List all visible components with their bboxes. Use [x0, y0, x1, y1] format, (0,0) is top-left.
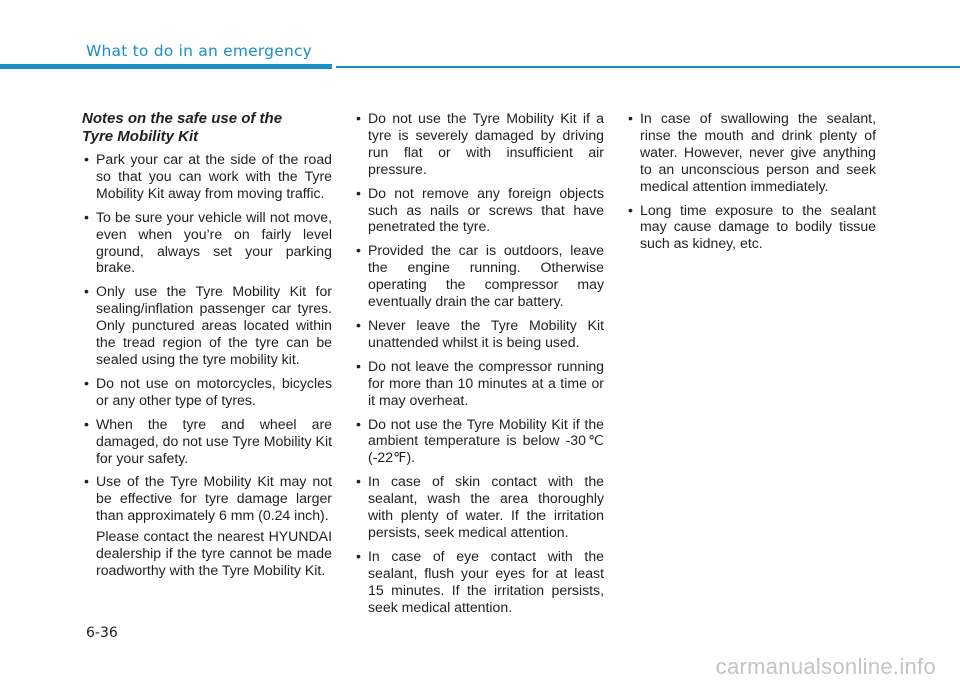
dealership-note: Please contact the nearest HYUNDAI dealership if the tyre cannot be made roadworthy with the Tyre Mobility Kit. [96, 528, 332, 578]
column-3 [626, 110, 876, 259]
list-item: • In case of swallowing the sealant, rinse the mouth and drink plenty of water. However, never give anything to an unconscious person and seek medical attention immediately. [626, 110, 876, 195]
list-item: • Park your car at the side of the road so that you can work with the Tyre Mobility Kit away from moving traffic. [82, 151, 332, 202]
list-item: • Use of the Tyre Mobility Kit may not be effective for tyre damage larger than approximately 6 mm (0.24 inch). [82, 473, 332, 524]
bullet-list-column-3 [626, 110, 876, 252]
list-item: • In case of eye contact with the sealant, flush your eyes for at least 15 minutes. If the irritation persists, seek medical attention. [354, 548, 604, 616]
header-rule-thin [336, 66, 960, 68]
list-item: • Do not use on motorcycles, bicycles or any other type of tyres. [82, 375, 332, 409]
column-2 [354, 110, 604, 622]
bullet-list-column-2 [354, 110, 604, 615]
bullet-list-column-1 [82, 151, 332, 524]
list-item: • In case of skin contact with the sealant, wash the area thoroughly with plenty of water. If the irritation persists, seek medical attention. [354, 473, 604, 541]
list-item: • Do not leave the compressor running for more than 10 minutes at a time or it may overheat. [354, 358, 604, 409]
header-rule-thick [0, 64, 332, 69]
section-header-title: What to do in an emergency [86, 42, 313, 60]
list-item: • To be sure your vehicle will not move, even when you’re on fairly level ground, always set your parking brake. [82, 209, 332, 277]
list-item: • Do not use the Tyre Mobility Kit if the ambient temperature is below -30℃ (-22℉). [354, 416, 604, 467]
list-item: • Do not use the Tyre Mobility Kit if a tyre is severely damaged by driving run flat or with insufficient air pressure. [354, 110, 604, 178]
list-item: • Do not remove any foreign objects such as nails or screws that have penetrated the tyre. [354, 185, 604, 236]
section-heading-line2: Tyre Mobility Kit [82, 128, 199, 145]
page-number: 6-36 [86, 625, 118, 641]
list-item: • Provided the car is outdoors, leave the engine running. Otherwise operating the compressor may eventually drain the car battery. [354, 242, 604, 310]
list-item: • When the tyre and wheel are damaged, do not use Tyre Mobility Kit for your safety. [82, 416, 332, 467]
section-heading-line1: Notes on the safe use of the [82, 110, 283, 127]
section-heading [82, 110, 332, 146]
watermark: carmanualsonline.info [715, 654, 936, 679]
list-item: • Never leave the Tyre Mobility Kit unattended whilst it is being used. [354, 317, 604, 351]
list-item: • Long time exposure to the sealant may cause damage to bodily tissue such as kidney, etc. [626, 202, 876, 253]
column-1 [82, 110, 332, 579]
list-item: • Only use the Tyre Mobility Kit for sealing/inflation passenger car tyres. Only punctured areas located within the tread region of the tyre can be sealed using the tyre mobility kit. [82, 283, 332, 368]
